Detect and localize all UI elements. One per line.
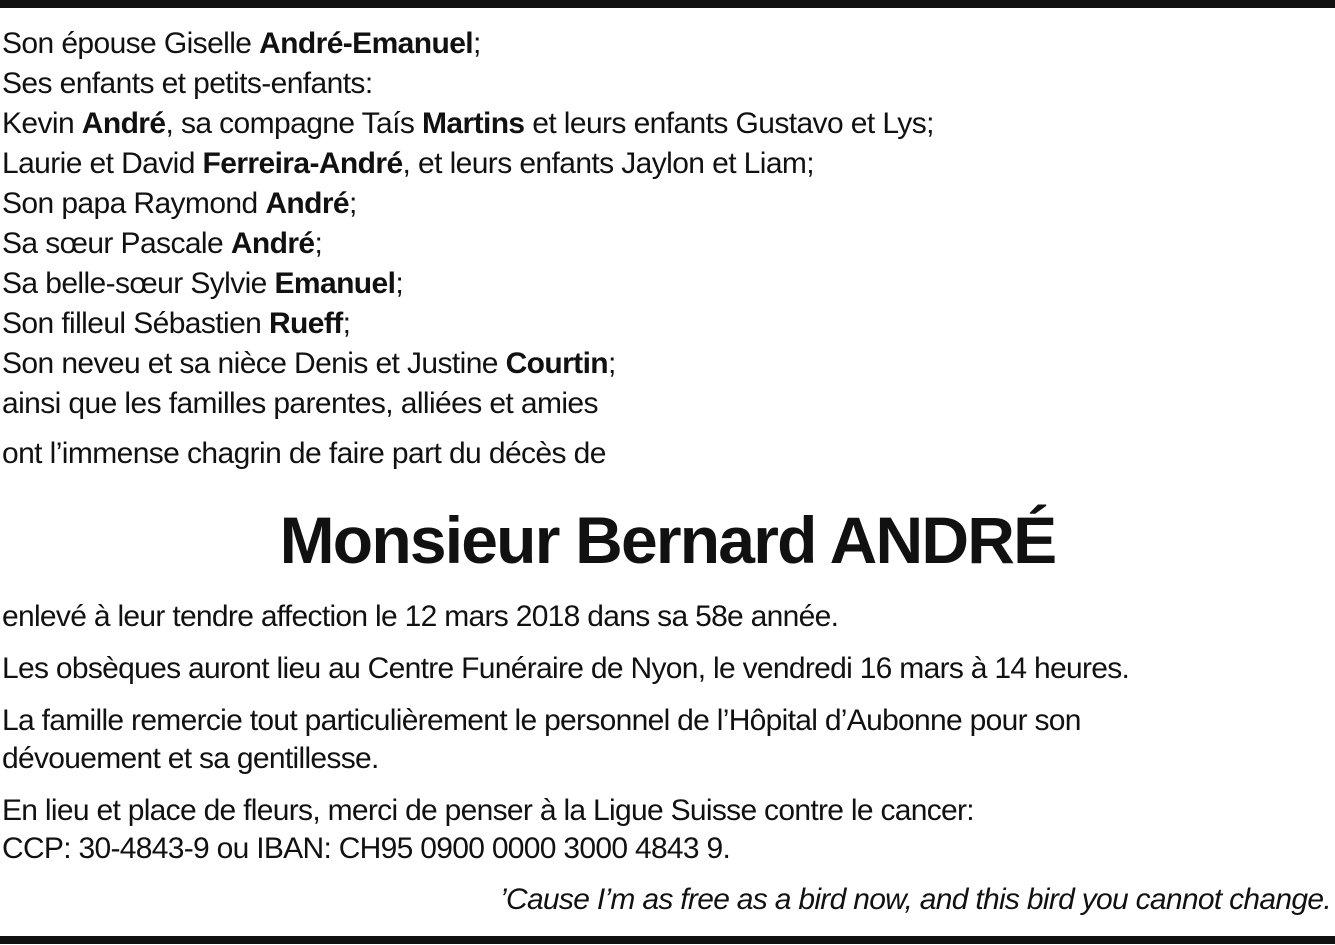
thanks-line-2: dévouement et sa gentillesse. [2,742,379,775]
top-rule [0,0,1335,8]
family-line-suffix: ; [608,347,616,380]
family-line-laurie-david [2,144,1333,184]
obituary-notice [2,24,1333,920]
family-line-extended [2,384,1333,424]
family-list [2,24,1333,424]
family-line-text: Son épouse Giselle [2,27,260,60]
death-date-paragraph: enlevé à leur tendre affection le 12 mars 2018 dans sa 58e année. [2,600,839,633]
family-line-suffix: ; [342,307,351,340]
family-surname: André [230,227,315,260]
family-surname: Courtin [505,347,609,380]
family-surname: André [265,187,350,220]
family-line-suffix: ; [314,227,323,260]
family-line-suffix: ; [395,267,404,300]
family-surname: André-Emanuel [259,27,474,60]
family-line-spouse [2,24,1333,64]
thanks-line-1: La famille remercie tout particulièrement le personnel de l’Hôpital d’Aubonne pour son [2,704,1081,737]
funeral-paragraph: Les obsèques auront lieu au Centre Funéraire de Nyon, le vendredi 16 mars à 14 heures. [2,652,1130,685]
donation-line-2: CCP: 30-4843-9 ou IBAN: CH95 0900 0000 3000 4843 9. [2,832,731,865]
family-line-suffix: et leurs enfants Gustavo et Lys; [524,107,934,140]
family-surname: Ferreira-André [202,147,403,180]
family-line-text: ainsi que les familles parentes, alliées et amies [2,387,598,420]
family-line-suffix: , et leurs enfants Jaylon et Liam; [402,147,815,180]
closing-quote: ’Cause I’m as free as a bird now, and this bird you cannot change. [500,883,1331,916]
family-line-text: , sa compagne Taís [165,107,423,140]
family-line-text: Laurie et David [2,147,203,180]
family-line-children-heading [2,64,1333,104]
family-line-sister [2,224,1333,264]
family-surname: Emanuel [274,267,396,300]
family-line-text: Son filleul Sébastien [2,307,269,340]
family-line-text: Son papa Raymond [2,187,266,220]
family-line-kevin [2,104,1333,144]
family-line-godson [2,304,1333,344]
family-line-suffix: ; [349,187,357,220]
deceased-name: Monsieur Bernard ANDRÉ [279,503,1056,577]
family-surname: André [81,107,166,140]
donation-paragraph [2,792,1333,868]
family-surname: Rueff [268,307,343,340]
family-line-father [2,184,1333,224]
family-line-sister-in-law [2,264,1333,304]
announcement-intro: ont l’immense chagrin de faire part du décès de [2,437,606,470]
donation-line-1: En lieu et place de fleurs, merci de penser à la Ligue Suisse contre le cancer: [2,794,974,827]
family-line-text: Son neveu et sa nièce Denis et Justine [2,347,506,380]
family-line-text: Sa belle-sœur Sylvie [2,267,275,300]
thanks-paragraph [2,702,1333,778]
bottom-rule [0,936,1335,944]
family-line-text: Sa sœur Pascale [2,227,231,260]
family-line-text: Kevin [2,107,82,140]
family-surname: Martins [422,107,525,140]
family-line-suffix: ; [473,27,481,60]
family-line-nephew-niece [2,344,1333,384]
family-line-text: Ses enfants et petits-enfants: [2,67,373,100]
